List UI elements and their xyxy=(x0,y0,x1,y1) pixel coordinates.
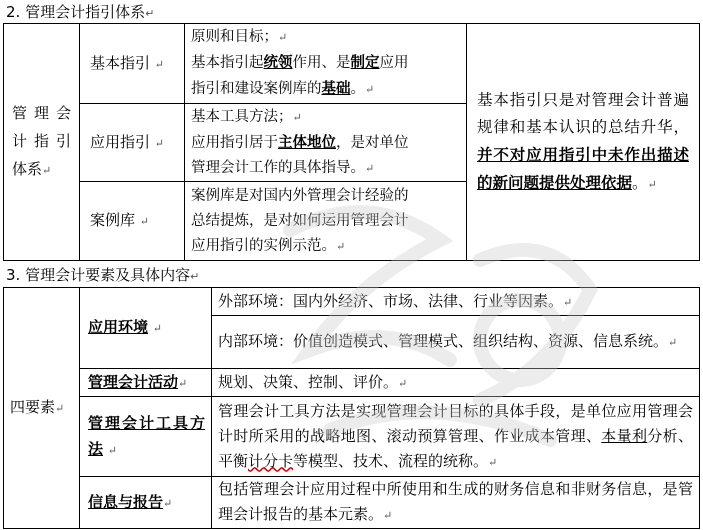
element-application-environment: 应用环境 ↵ xyxy=(80,288,212,369)
case-library-desc: 案例库是对国内外管理会计经验的 总结提炼，是对如何运用管理会计 应用指引的实例示范。↵ xyxy=(185,182,467,261)
basic-guideline-desc: 原则和目标；↵ 基本指引起统领作用、是制定应用 指引和建设案例库的基础。↵ xyxy=(185,24,467,104)
element-tools-methods: 管理会计工具方法 ↵ xyxy=(80,397,212,477)
internal-environment-desc: 内部环境：价值创造模式、管理模式、组织结构、资源、信息系统。↵ xyxy=(212,316,700,369)
guideline-system-table xyxy=(3,23,700,261)
external-environment-desc: 外部环境：国内外经济、市场、法律、行业等因素。↵ xyxy=(212,288,700,316)
case-library-label: 案例库 ↵ xyxy=(80,182,185,261)
system-label-cell: 管理会计指引体系↵ xyxy=(4,24,80,261)
section-2-title: 2. 管理会计指引体系↵ xyxy=(6,3,155,21)
section-3-title: 3. 管理会计要素及具体内容↵ xyxy=(6,266,200,284)
tools-methods-desc: 管理会计工具方法是实现管理会计目标的具体手段，是单位应用管理会计时所采用的战略地图、滚动预算管理、作业成本管理、本量利分析、平衡计分卡等模型、技术、流程的统称。↵ xyxy=(212,397,700,477)
elements-table xyxy=(3,287,700,529)
management-activity-desc: 规划、决策、控制、评价。↵ xyxy=(212,369,700,397)
element-information-report: 信息与报告↵ xyxy=(80,477,212,529)
four-elements-label: 四要素↵ xyxy=(4,288,80,529)
application-guideline-label: 应用指引 ↵ xyxy=(80,104,185,182)
application-guideline-desc: 基本工具方法；↵ 应用指引居于主体地位，是对单位 管理会计工作的具体指导。↵ xyxy=(185,104,467,182)
basic-guideline-note: 基本指引只是对管理会计普遍规律和基本认识的总结升华，并不对应用指引中未作出描述的新问题提供处理依据。↵ xyxy=(467,24,700,261)
element-management-activity: 管理会计活动↵ xyxy=(80,369,212,397)
information-report-desc: 包括管理会计应用过程中所使用和生成的财务信息和非财务信息，是管理会计报告的基本元素。↵ xyxy=(212,477,700,529)
basic-guideline-label: 基本指引 ↵ xyxy=(80,24,185,104)
